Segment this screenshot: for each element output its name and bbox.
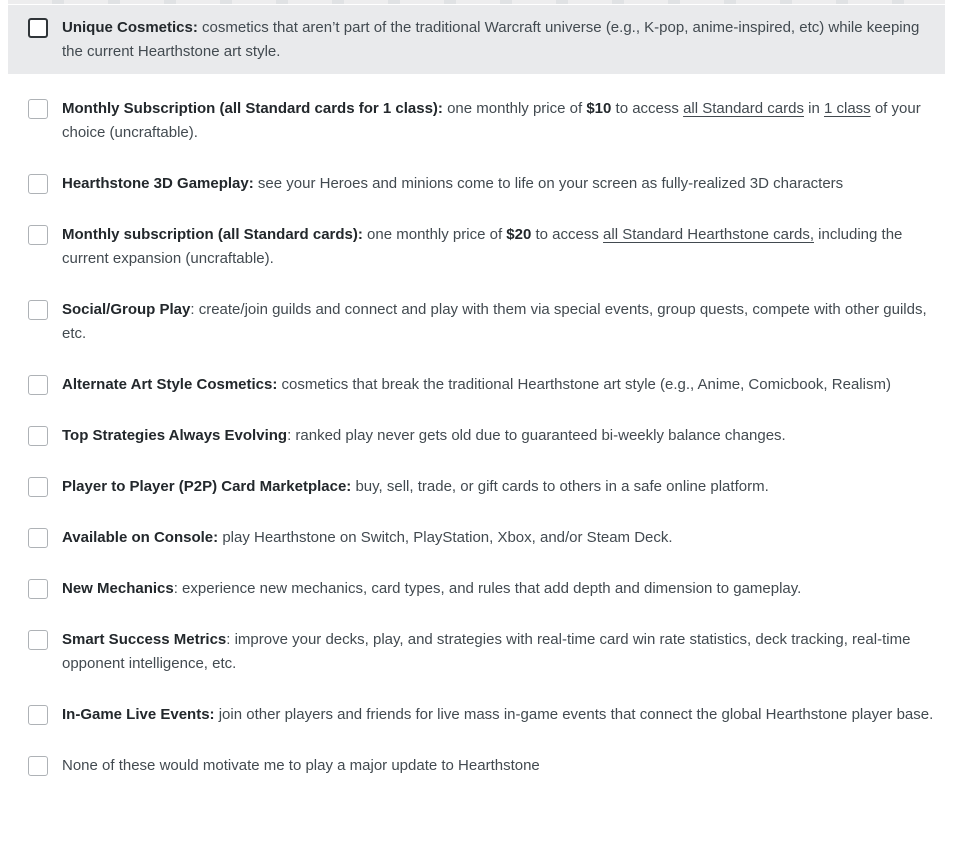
label-segment: : experience new mechanics, card types, and rules that add depth and dimension to gameplay. — [173, 580, 802, 597]
label-segment: play Hearthstone on Switch, PlayStation, Xbox, and/or Steam Deck. — [222, 529, 673, 546]
checklist-item-hearthstone-3d-gameplay[interactable] — [8, 172, 945, 196]
checklist-item-available-on-console[interactable] — [8, 526, 945, 550]
label-segment: New Mechanics — [62, 580, 174, 597]
checkbox[interactable] — [28, 630, 48, 650]
checklist-item-none-of-these[interactable] — [8, 754, 945, 778]
checklist-item-alternate-art-style-cosmetics[interactable] — [8, 373, 945, 397]
checklist-item-label — [62, 16, 937, 64]
checklist-item-label — [62, 703, 933, 727]
label-segment: Monthly subscription (all Standard cards): — [62, 226, 368, 243]
label-segment: Unique Cosmetics: — [62, 19, 203, 36]
checklist-item-label — [62, 97, 937, 145]
label-segment: : create/join guilds and connect and play with them via special events, group quests, compete with other guilds, etc. — [62, 301, 927, 342]
checklist-item-label — [62, 223, 937, 271]
label-segment: to access — [611, 100, 684, 117]
checkbox[interactable] — [28, 174, 48, 194]
label-segment: Player to Player (P2P) Card Marketplace: — [62, 478, 356, 495]
checkbox-option-list — [8, 5, 945, 778]
label-segment: see your Heroes and minions come to life on your screen as fully-realized 3D characters — [257, 175, 844, 192]
checkbox[interactable] — [28, 756, 48, 776]
checkbox[interactable] — [28, 225, 48, 245]
label-segment: including the current expansion (uncraftable). — [62, 226, 903, 267]
checklist-item-smart-success-metrics[interactable] — [8, 628, 945, 676]
label-segment: of your choice (uncraftable). — [62, 100, 921, 141]
checklist-item-new-mechanics[interactable] — [8, 577, 945, 601]
label-segment: Monthly Subscription (all Standard cards for 1 class): — [62, 100, 448, 117]
checkbox[interactable] — [28, 579, 48, 599]
checklist-item-label — [62, 172, 843, 196]
checkbox[interactable] — [28, 528, 48, 548]
checkbox[interactable] — [28, 99, 48, 119]
label-segment: Smart Success Metrics — [62, 631, 227, 648]
label-segment: one monthly price of — [447, 100, 587, 117]
checkbox[interactable] — [28, 300, 48, 320]
label-segment: Top Strategies Always Evolving — [62, 427, 288, 444]
checklist-item-label — [62, 628, 937, 676]
checklist-item-label — [62, 298, 937, 346]
checklist-item-unique-cosmetics[interactable] — [8, 5, 945, 74]
label-segment: buy, sell, trade, or gift cards to others in a safe online platform. — [355, 478, 769, 495]
label-segment: all Standard cards — [683, 100, 804, 117]
label-segment: : improve your decks, play, and strategies with real-time card win rate statistics, deck tracking, real-time opponent intelligence, etc. — [62, 631, 911, 672]
checklist-item-monthly-subscription-1-class[interactable] — [8, 97, 945, 145]
checkbox[interactable] — [28, 705, 48, 725]
checkbox[interactable] — [28, 477, 48, 497]
checklist-item-in-game-live-events[interactable] — [8, 703, 945, 727]
checklist-item-social-group-play[interactable] — [8, 298, 945, 346]
checkbox[interactable] — [28, 18, 48, 38]
label-segment: Social/Group Play — [62, 301, 191, 318]
checkbox[interactable] — [28, 426, 48, 446]
label-segment: cosmetics that break the traditional Hearthstone art style (e.g., Anime, Comicbook, Realism) — [281, 376, 891, 393]
label-segment: one monthly price of — [367, 226, 507, 243]
checklist-item-label — [62, 373, 891, 397]
label-segment: in — [803, 100, 824, 117]
checklist-item-label — [62, 475, 769, 499]
checklist-item-monthly-subscription-all-standard[interactable] — [8, 223, 945, 271]
checklist-item-label — [62, 526, 673, 550]
checklist-item-p2p-card-marketplace[interactable] — [8, 475, 945, 499]
checklist-item-label — [62, 577, 801, 601]
label-segment: to access — [531, 226, 604, 243]
label-segment: all Standard Hearthstone cards, — [603, 226, 814, 243]
checklist-item-label — [62, 754, 540, 778]
label-segment: Alternate Art Style Cosmetics: — [62, 376, 282, 393]
label-segment: In-Game Live Events: — [62, 706, 219, 723]
label-segment: : ranked play never gets old due to guaranteed bi-weekly balance changes. — [287, 427, 786, 444]
label-segment: 1 class — [823, 100, 871, 117]
checklist-item-label — [62, 424, 786, 448]
label-segment: join other players and friends for live mass in-game events that connect the global Hearthstone player base. — [218, 706, 934, 723]
label-segment: Available on Console: — [62, 529, 223, 546]
label-segment: Hearthstone 3D Gameplay: — [62, 175, 258, 192]
cropped-row-remnant — [8, 0, 945, 4]
checkbox[interactable] — [28, 375, 48, 395]
label-segment: $10 — [586, 100, 612, 117]
label-segment: None of these would motivate me to play a major update to Hearthstone — [62, 757, 540, 774]
label-segment: cosmetics that aren’t part of the traditional Warcraft universe (e.g., K-pop, anime-inspired, etc) while keeping the current Hearthstone art style. — [62, 19, 920, 60]
checklist-item-top-strategies-always-evolving[interactable] — [8, 424, 945, 448]
label-segment: $20 — [506, 226, 532, 243]
